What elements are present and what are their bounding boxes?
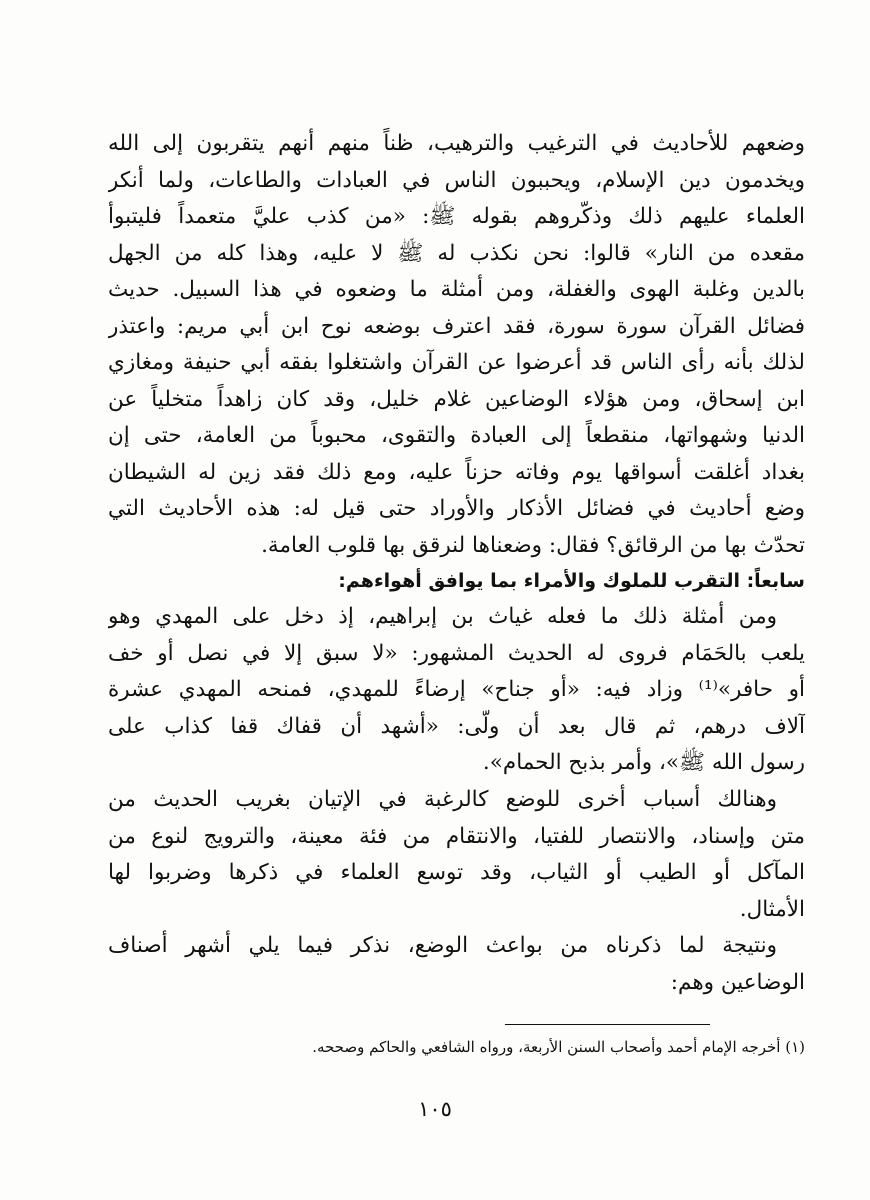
- section-heading: سابعاً: التقرب للملوك والأمراء بما يوافق أهواءهم:: [338, 570, 805, 592]
- paragraph-4: [108, 928, 805, 1001]
- text-line: الأمثال.: [739, 896, 805, 922]
- text-line: متن وإسناد، والانتصار للفتيا، والانتقام من فئة معينة، والترويج لنوع من: [108, 823, 805, 849]
- text-line: المآكل أو الطيب أو الثياب، وقد توسع العلماء في ذكرها وضربوا لها: [108, 860, 805, 885]
- text-line: ويخدمون دين الإسلام، ويحببون الناس في العبادات والطاعات، ولما أنكر: [108, 167, 805, 193]
- text-line: رسول الله ﷺ»، وأمر بذبح الحمام».: [482, 750, 805, 775]
- text-line: بغداد أغلقت أسواقها يوم وفاته حزناً عليه، ومع ذلك فقد زين له الشيطان: [108, 459, 805, 485]
- text-line: بالدين وغلبة الهوى والغفلة، ومن أمثلة ما وضعوه في هذا السبيل. حديث: [108, 277, 805, 302]
- text-line: وضع أحاديث في فضائل الأذكار والأوراد حتى قيل له: هذه الأحاديث التي: [108, 496, 805, 521]
- text-line: ابن إسحاق، ومن هؤلاء الوضاعين غلام خليل، وقد كان زاهداً متخلياً عن: [108, 386, 805, 412]
- text-line: ومن أمثلة ذلك ما فعله غياث بن إبراهيم، إذ دخل على المهدي وهو: [108, 604, 777, 629]
- text-line: فضائل القرآن سورة سورة، فقد اعترف بوضعه نوح ابن أبي مريم: واعتذر: [108, 313, 805, 339]
- text-line: ونتيجة لما ذكرناه من بواعث الوضع، نذكر فيما يلي أشهر أصناف: [108, 933, 777, 958]
- paragraph-2: [108, 599, 805, 782]
- text-line: لذلك بأنه رأى الناس قد أعرضوا عن القرآن واشتغلوا بفقه أبي حنيفة ومغازي: [108, 350, 805, 375]
- footnote-separator: [505, 1024, 710, 1025]
- text-line: مقعده من النار» قالوا: نحن نكذب له ﷺ لا عليه، وهذا كله من الجهل: [108, 240, 805, 266]
- text-line: آلاف درهم، ثم قال بعد أن ولّى: «أشهد أن قفاك قفا كذاب على: [108, 713, 805, 739]
- text-line: الدنيا وشهواتها، منقطعاً إلى العبادة والتقوى، محبوباً من العامة، حتى إن: [108, 423, 805, 448]
- paragraph-1: [108, 126, 805, 564]
- section-heading-block: [108, 563, 805, 600]
- text-line: وهنالك أسباب أخرى للوضع كالرغبة في الإتيان بغريب الحديث من: [108, 787, 777, 812]
- page-number: ١٠٥: [418, 1097, 452, 1121]
- text-line: وضعهم للأحاديث في الترغيب والترهيب، ظناً منهم أنهم يتقربون إلى الله: [108, 131, 805, 156]
- paragraph-3: [108, 782, 805, 928]
- text-line: يلعب بالحَمَام فروى له الحديث المشهور: «لا سبق إلا في نصل أو خف: [108, 640, 805, 666]
- text-line: تحدّث بها من الرقائق؟ فقال: وضعناها لنرقق بها قلوب العامة.: [261, 532, 805, 558]
- text-line: الوضاعين وهم:: [670, 969, 805, 995]
- text-line: العلماء عليهم ذلك وذكّروهم بقوله ﷺ: «من كذب عليَّ متعمداً فليتبوأ: [108, 204, 805, 229]
- text-line: أو حافر»⁽¹⁾ وزاد فيه: «أو جناح» إرضاءً للمهدي، فمنحه المهدي عشرة: [108, 677, 805, 702]
- footnote: (١) أخرجه الإمام أحمد وأصحاب السنن الأربعة، ورواه الشافعي والحاكم وصححه.: [312, 1038, 805, 1056]
